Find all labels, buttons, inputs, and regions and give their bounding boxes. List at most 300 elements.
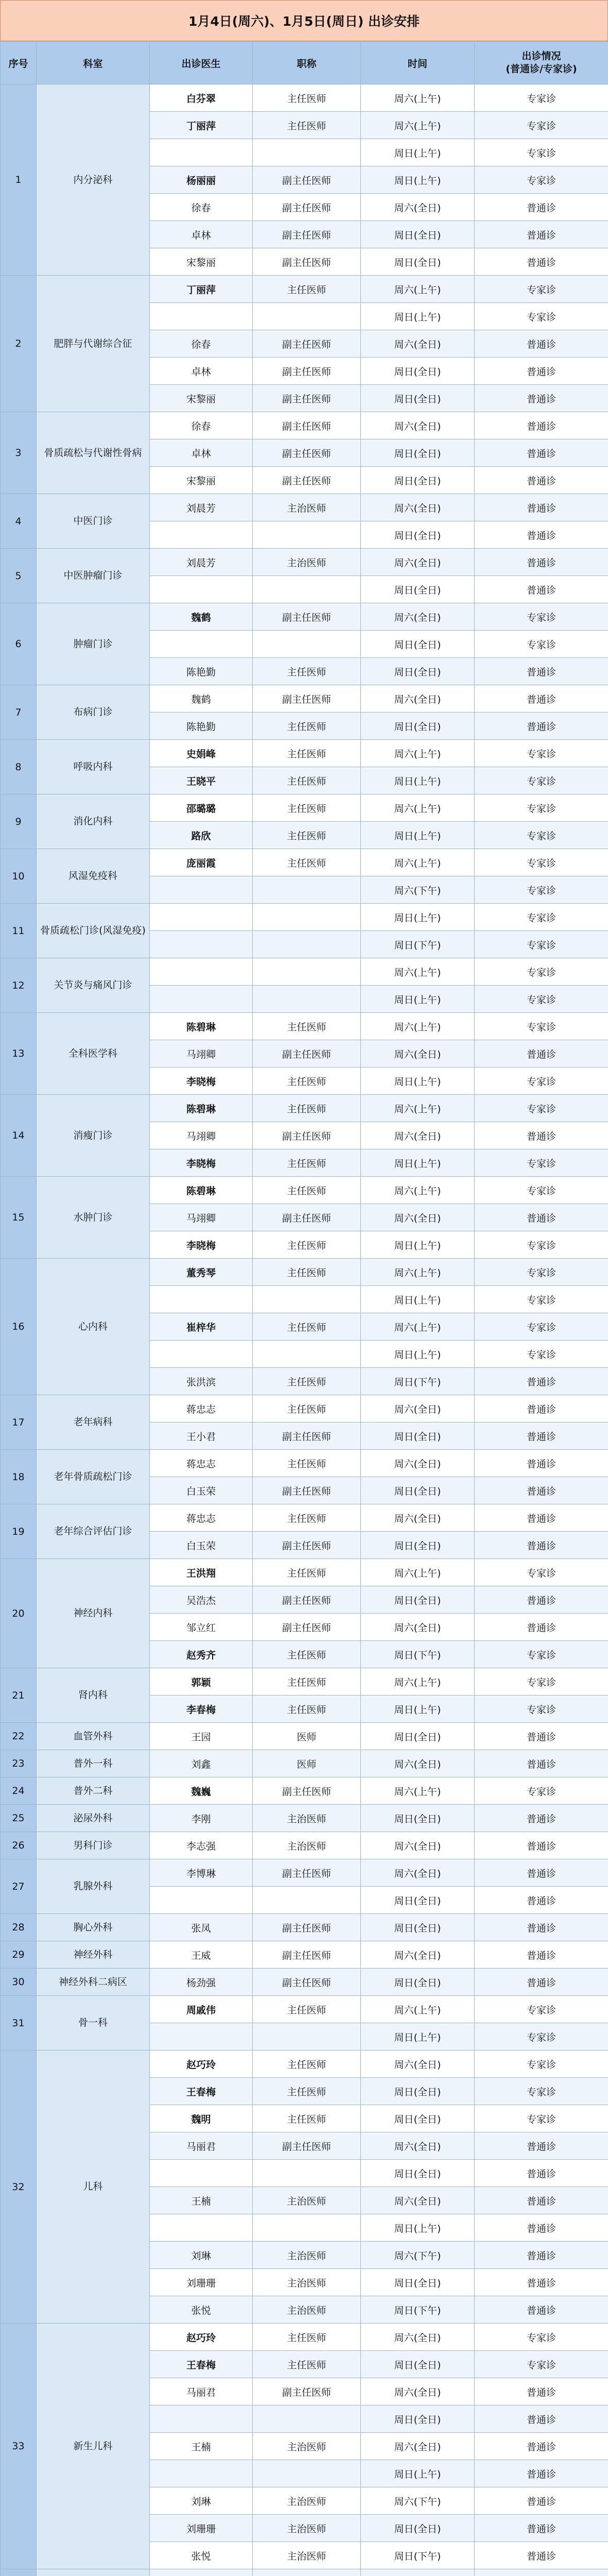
row-dept: 新生儿科 xyxy=(37,2324,150,2569)
row-doctor: 邵璐璐 xyxy=(150,794,253,822)
row-type: 普通诊 xyxy=(475,439,608,467)
row-time: 周六(上午) xyxy=(361,794,475,822)
row-doctor: 王洪翔 xyxy=(150,1559,253,1586)
row-time: 周日(下午) xyxy=(361,931,475,958)
row-rank: 主任医师 xyxy=(253,1313,361,1341)
row-time: 周日(上午) xyxy=(361,822,475,849)
row-doctor xyxy=(150,2405,253,2433)
row-doctor xyxy=(150,2023,253,2050)
row-time: 周日(全日) xyxy=(361,1422,475,1450)
row-time: 周六(全日) xyxy=(361,2378,475,2405)
row-rank: 副主任医师 xyxy=(253,1040,361,1067)
row-seq: 21 xyxy=(1,1668,37,1723)
row-seq: 27 xyxy=(1,1859,37,1914)
row-time: 周日(下午) xyxy=(361,1641,475,1668)
row-time: 周日(上午) xyxy=(361,1067,475,1095)
row-doctor: 马翊卿 xyxy=(150,1204,253,1231)
row-type: 普通诊 xyxy=(475,1805,608,1832)
row-time: 周六(全日) xyxy=(361,1122,475,1149)
row-seq: 19 xyxy=(1,1504,37,1559)
row-time: 周六(全日) xyxy=(361,1859,475,1887)
row-time: 周日(下午) xyxy=(361,1368,475,1395)
row-time: 周六(全日) xyxy=(361,2050,475,2078)
row-doctor xyxy=(150,931,253,958)
row-type: 专家诊 xyxy=(475,1996,608,2023)
row-rank: 主治医师 xyxy=(253,549,361,576)
row-rank xyxy=(253,303,361,330)
row-time: 周六(全日) xyxy=(361,330,475,358)
row-rank: 主任医师 xyxy=(253,794,361,822)
row-type: 专家诊 xyxy=(475,631,608,658)
row-time: 周六(全日) xyxy=(361,603,475,631)
row-seq: 1 xyxy=(1,84,37,276)
row-rank: 主任医师 xyxy=(253,2351,361,2378)
row-seq: 13 xyxy=(1,1013,37,1095)
row-type: 普通诊 xyxy=(475,1422,608,1450)
table-row xyxy=(1,740,608,767)
row-doctor: 卓林 xyxy=(150,358,253,385)
table-row xyxy=(1,2050,608,2078)
row-rank: 副主任医师 xyxy=(253,1532,361,1559)
row-doctor: 卓林 xyxy=(150,439,253,467)
row-type: 普通诊 xyxy=(475,1969,608,1996)
row-type: 普通诊 xyxy=(475,1532,608,1559)
row-type: 普通诊 xyxy=(475,2515,608,2542)
row-doctor xyxy=(150,1341,253,1368)
row-seq: 33 xyxy=(1,2324,37,2569)
row-type: 普通诊 xyxy=(475,2242,608,2269)
row-rank: 主任医师 xyxy=(253,2105,361,2132)
row-rank: 医师 xyxy=(253,1750,361,1777)
row-dept: 风湿免疫科 xyxy=(37,849,150,904)
row-seq: 22 xyxy=(1,1723,37,1750)
table-row xyxy=(1,549,608,576)
row-dept: 泌尿外科 xyxy=(37,1805,150,1832)
row-type: 普通诊 xyxy=(475,2405,608,2433)
header-type: 出诊情况 (普通诊/专家诊) xyxy=(475,42,608,84)
row-seq: 18 xyxy=(1,1450,37,1504)
row-rank: 主任医师 xyxy=(253,1067,361,1095)
row-rank xyxy=(253,576,361,603)
row-time: 周六(全日) xyxy=(361,1450,475,1477)
row-rank: 副主任医师 xyxy=(253,166,361,194)
row-rank: 主任医师 xyxy=(253,713,361,740)
row-time: 周日(全日) xyxy=(361,2078,475,2105)
row-type: 专家诊 xyxy=(475,1286,608,1313)
row-rank: 主任医师 xyxy=(253,849,361,876)
row-seq: 26 xyxy=(1,1832,37,1859)
row-rank: 主治医师 xyxy=(253,2542,361,2569)
table-row xyxy=(1,1914,608,1941)
row-doctor: 杨丽丽 xyxy=(150,166,253,194)
header-doctor: 出诊医生 xyxy=(150,42,253,84)
row-rank: 副主任医师 xyxy=(253,1477,361,1504)
table-row xyxy=(1,849,608,876)
row-type: 普通诊 xyxy=(475,685,608,713)
row-doctor: 李春梅 xyxy=(150,1696,253,1723)
row-doctor: 陈碧琳 xyxy=(150,1177,253,1204)
row-rank: 主任医师 xyxy=(253,658,361,685)
row-dept: 消化内科 xyxy=(37,794,150,849)
row-dept: 消瘦门诊 xyxy=(37,1095,150,1177)
row-rank xyxy=(253,904,361,931)
row-doctor: 卓林 xyxy=(150,221,253,248)
row-rank xyxy=(253,2160,361,2187)
row-doctor: 王威 xyxy=(150,1941,253,1969)
row-rank: 主治医师 xyxy=(253,2242,361,2269)
row-doctor: 魏巍 xyxy=(150,1777,253,1805)
row-doctor xyxy=(150,2569,253,2576)
row-time: 周六(下午) xyxy=(361,876,475,904)
row-rank: 主治医师 xyxy=(253,2487,361,2515)
row-seq: 3 xyxy=(1,412,37,494)
row-rank: 副主任医师 xyxy=(253,1586,361,1614)
row-type: 普通诊 xyxy=(475,221,608,248)
table-row xyxy=(1,1832,608,1859)
row-doctor: 白玉荣 xyxy=(150,1532,253,1559)
row-rank: 副主任医师 xyxy=(253,385,361,412)
row-dept: 呼吸内科 xyxy=(37,740,150,794)
row-time: 周六(全日) xyxy=(361,1395,475,1422)
row-rank: 主任医师 xyxy=(253,1641,361,1668)
row-dept: 普外一科 xyxy=(37,1750,150,1777)
row-doctor: 赵秀齐 xyxy=(150,1641,253,1668)
row-rank: 主治医师 xyxy=(253,2433,361,2460)
row-type: 普通诊 xyxy=(475,2542,608,2569)
row-time: 周六(全日) xyxy=(361,685,475,713)
row-doctor: 张洪滨 xyxy=(150,1368,253,1395)
row-rank: 主治医师 xyxy=(253,1805,361,1832)
row-type: 普通诊 xyxy=(475,658,608,685)
row-type: 专家诊 xyxy=(475,84,608,112)
row-type: 普通诊 xyxy=(475,1204,608,1231)
row-time: 周日(全日) xyxy=(361,1532,475,1559)
row-type: 专家诊 xyxy=(475,740,608,767)
row-time: 周日(全日) xyxy=(361,658,475,685)
row-time: 周六(全日) xyxy=(361,1040,475,1067)
row-rank xyxy=(253,139,361,166)
row-type: 普通诊 xyxy=(475,330,608,358)
row-type: 普通诊 xyxy=(475,2214,608,2242)
row-type: 专家诊 xyxy=(475,2324,608,2351)
row-doctor: 刘琳 xyxy=(150,2242,253,2269)
row-type: 普通诊 xyxy=(475,2378,608,2405)
row-type: 普通诊 xyxy=(475,2187,608,2214)
row-rank: 主治医师 xyxy=(253,2296,361,2324)
row-rank xyxy=(253,2569,361,2576)
row-type: 专家诊 xyxy=(475,1313,608,1341)
row-rank: 主任医师 xyxy=(253,84,361,112)
row-rank: 主治医师 xyxy=(253,2187,361,2214)
row-type: 普通诊 xyxy=(475,549,608,576)
row-time: 周日(上午) xyxy=(361,1341,475,1368)
row-doctor: 蒋忠志 xyxy=(150,1395,253,1422)
row-time: 周日(全日) xyxy=(361,521,475,549)
table-row xyxy=(1,2569,608,2576)
row-time: 周六(上午) xyxy=(361,276,475,303)
row-dept: 神经外科 xyxy=(37,1941,150,1969)
row-doctor: 陈碧琳 xyxy=(150,1095,253,1122)
row-doctor: 刘珊珊 xyxy=(150,2269,253,2296)
row-type: 普通诊 xyxy=(475,1040,608,1067)
row-dept: 内分泌科 xyxy=(37,84,150,276)
row-doctor: 王春梅 xyxy=(150,2078,253,2105)
row-type: 专家诊 xyxy=(475,2050,608,2078)
row-seq: 14 xyxy=(1,1095,37,1177)
row-time: 周日(全日) xyxy=(361,2515,475,2542)
row-rank: 副主任医师 xyxy=(253,1941,361,1969)
row-dept: 儿科 xyxy=(37,2050,150,2324)
row-seq: 4 xyxy=(1,494,37,549)
row-seq: 24 xyxy=(1,1777,37,1805)
row-rank: 副主任医师 xyxy=(253,1969,361,1996)
row-time: 周日(全日) xyxy=(361,1477,475,1504)
table-body xyxy=(1,84,608,2576)
row-type: 普通诊 xyxy=(475,1941,608,1969)
row-time: 周六(上午) xyxy=(361,958,475,986)
row-seq: 7 xyxy=(1,685,37,740)
row-type: 普通诊 xyxy=(475,2487,608,2515)
row-time: 周日(上午) xyxy=(361,1696,475,1723)
table-row xyxy=(1,494,608,521)
row-rank: 副主任医师 xyxy=(253,194,361,221)
header-dept: 科室 xyxy=(37,42,150,84)
row-type: 专家诊 xyxy=(475,1095,608,1122)
row-type: 专家诊 xyxy=(475,2023,608,2050)
row-rank: 主任医师 xyxy=(253,1504,361,1532)
row-dept: 胸心外科 xyxy=(37,1914,150,1941)
schedule-table xyxy=(0,41,608,2576)
row-time: 周日(上午) xyxy=(361,1149,475,1177)
row-doctor: 董秀琴 xyxy=(150,1259,253,1286)
row-type: 普通诊 xyxy=(475,385,608,412)
table-row xyxy=(1,1259,608,1286)
table-row xyxy=(1,1095,608,1122)
row-doctor: 刘鑫 xyxy=(150,1750,253,1777)
row-time: 周六(上午) xyxy=(361,112,475,139)
row-rank: 主治医师 xyxy=(253,2269,361,2296)
row-type: 普通诊 xyxy=(475,521,608,549)
row-doctor: 徐春 xyxy=(150,412,253,439)
row-doctor xyxy=(150,303,253,330)
header-time: 时间 xyxy=(361,42,475,84)
row-time: 周六(下午) xyxy=(361,2487,475,2515)
row-rank xyxy=(253,1887,361,1914)
row-time: 周日(上午) xyxy=(361,904,475,931)
row-rank xyxy=(253,1286,361,1313)
row-time: 周六(全日) xyxy=(361,1504,475,1532)
row-doctor xyxy=(150,576,253,603)
row-dept: 全科医学科 xyxy=(37,1013,150,1095)
row-rank: 主治医师 xyxy=(253,1832,361,1859)
row-doctor: 张悦 xyxy=(150,2296,253,2324)
row-type: 普通诊 xyxy=(475,1859,608,1887)
row-rank: 医师 xyxy=(253,1723,361,1750)
row-rank: 主治医师 xyxy=(253,494,361,521)
row-type: 普通诊 xyxy=(475,2460,608,2487)
row-rank: 副主任医师 xyxy=(253,412,361,439)
row-time: 周六(上午) xyxy=(361,849,475,876)
row-doctor xyxy=(150,876,253,904)
row-dept: 乳腺外科 xyxy=(37,1859,150,1914)
row-doctor: 李志强 xyxy=(150,1832,253,1859)
row-dept: 骨一科 xyxy=(37,1996,150,2050)
row-dept: 老年骨质疏松门诊 xyxy=(37,1450,150,1504)
row-doctor: 刘珊珊 xyxy=(150,2515,253,2542)
row-time: 周日(全日) xyxy=(361,248,475,276)
row-doctor: 丁丽萍 xyxy=(150,112,253,139)
table-row xyxy=(1,1941,608,1969)
row-type: 专家诊 xyxy=(475,904,608,931)
row-seq: 29 xyxy=(1,1941,37,1969)
row-doctor: 李晓梅 xyxy=(150,1067,253,1095)
row-doctor: 王小君 xyxy=(150,1422,253,1450)
row-rank: 副主任医师 xyxy=(253,2132,361,2160)
row-type: 专家诊 xyxy=(475,1777,608,1805)
row-doctor xyxy=(150,904,253,931)
row-type: 普通诊 xyxy=(475,1750,608,1777)
row-type: 普通诊 xyxy=(475,2269,608,2296)
row-time: 周六(上午) xyxy=(361,1996,475,2023)
row-type: 专家诊 xyxy=(475,1641,608,1668)
row-time: 周日(上午) xyxy=(361,166,475,194)
row-rank xyxy=(253,2214,361,2242)
row-time: 周日(全日) xyxy=(361,385,475,412)
row-seq: 20 xyxy=(1,1559,37,1668)
row-time: 周六(上午) xyxy=(361,1177,475,1204)
row-dept: 神经内科 xyxy=(37,1559,150,1668)
row-doctor xyxy=(150,986,253,1013)
row-doctor: 王楠 xyxy=(150,2433,253,2460)
row-time: 周六(全日) xyxy=(361,1204,475,1231)
row-time: 周六(全日) xyxy=(361,1614,475,1641)
row-doctor xyxy=(150,2160,253,2187)
row-type: 普通诊 xyxy=(475,1477,608,1504)
row-doctor: 张凤 xyxy=(150,1914,253,1941)
row-doctor: 刘晨芳 xyxy=(150,549,253,576)
row-doctor: 魏明 xyxy=(150,2105,253,2132)
row-rank: 副主任医师 xyxy=(253,439,361,467)
row-type: 专家诊 xyxy=(475,794,608,822)
table-row xyxy=(1,1668,608,1696)
row-type: 专家诊 xyxy=(475,166,608,194)
row-time: 周日(全日) xyxy=(361,1805,475,1832)
row-type: 普通诊 xyxy=(475,1832,608,1859)
row-time: 周日(上午) xyxy=(361,2023,475,2050)
row-doctor: 徐春 xyxy=(150,194,253,221)
row-doctor: 白玉荣 xyxy=(150,1477,253,1504)
row-time: 周日(上午) xyxy=(361,986,475,1013)
row-seq: 9 xyxy=(1,794,37,849)
row-seq: 6 xyxy=(1,603,37,685)
row-dept xyxy=(37,2569,150,2576)
row-rank xyxy=(253,1341,361,1368)
row-type: 普通诊 xyxy=(475,1122,608,1149)
row-type: 普通诊 xyxy=(475,194,608,221)
row-type: 普通诊 xyxy=(475,1450,608,1477)
row-time: 周日(全日) xyxy=(361,631,475,658)
row-doctor: 张悦 xyxy=(150,2542,253,2569)
table-row xyxy=(1,2324,608,2351)
table-row xyxy=(1,84,608,112)
row-doctor: 魏鹤 xyxy=(150,603,253,631)
row-type: 专家诊 xyxy=(475,303,608,330)
row-doctor: 王园 xyxy=(150,1723,253,1750)
row-time: 周日(全日) xyxy=(361,2351,475,2378)
row-rank: 主任医师 xyxy=(253,1559,361,1586)
row-doctor xyxy=(150,1286,253,1313)
row-dept: 神经外科二病区 xyxy=(37,1969,150,1996)
row-time: 周六(全日) xyxy=(361,2324,475,2351)
row-dept: 老年病科 xyxy=(37,1395,150,1450)
row-rank: 主任医师 xyxy=(253,1395,361,1422)
row-type: 专家诊 xyxy=(475,1149,608,1177)
row-doctor: 王楠 xyxy=(150,2187,253,2214)
row-seq: 15 xyxy=(1,1177,37,1259)
table-row xyxy=(1,603,608,631)
row-doctor: 宋黎丽 xyxy=(150,248,253,276)
row-doctor: 路欣 xyxy=(150,822,253,849)
table-row xyxy=(1,958,608,986)
row-seq: 10 xyxy=(1,849,37,904)
row-type: 普通诊 xyxy=(475,1887,608,1914)
row-dept: 骨质疏松与代谢性骨病 xyxy=(37,412,150,494)
row-type: 专家诊 xyxy=(475,112,608,139)
row-rank: 主任医师 xyxy=(253,1177,361,1204)
row-time: 周六(全日) xyxy=(361,1941,475,1969)
table-row xyxy=(1,1859,608,1887)
row-type: 专家诊 xyxy=(475,822,608,849)
row-type: 专家诊 xyxy=(475,986,608,1013)
row-rank: 副主任医师 xyxy=(253,358,361,385)
row-type: 专家诊 xyxy=(475,1231,608,1259)
row-doctor xyxy=(150,958,253,986)
row-doctor: 马翊卿 xyxy=(150,1122,253,1149)
row-type: 专家诊 xyxy=(475,1067,608,1095)
row-time: 周日(上午) xyxy=(361,2214,475,2242)
row-type: 普通诊 xyxy=(475,1395,608,1422)
row-time: 周六(全日) xyxy=(361,1750,475,1777)
row-time: 周六(下午) xyxy=(361,2242,475,2269)
row-type: 普通诊 xyxy=(475,1914,608,1941)
row-rank: 副主任医师 xyxy=(253,1122,361,1149)
row-seq: 25 xyxy=(1,1805,37,1832)
row-doctor: 陈碧琳 xyxy=(150,1013,253,1040)
row-time: 周日(全日) xyxy=(361,2405,475,2433)
row-type: 普通诊 xyxy=(475,1614,608,1641)
row-rank: 主任医师 xyxy=(253,1668,361,1696)
row-rank: 主任医师 xyxy=(253,276,361,303)
row-rank: 副主任医师 xyxy=(253,1859,361,1887)
row-seq: 8 xyxy=(1,740,37,794)
row-rank xyxy=(253,2460,361,2487)
row-type: 专家诊 xyxy=(475,767,608,794)
row-type: 普通诊 xyxy=(475,248,608,276)
row-rank: 副主任医师 xyxy=(253,1422,361,1450)
row-seq: 2 xyxy=(1,276,37,412)
row-time: 周日(全日) xyxy=(361,2160,475,2187)
row-doctor: 崔梓华 xyxy=(150,1313,253,1341)
row-rank: 主任医师 xyxy=(253,2078,361,2105)
row-rank: 主任医师 xyxy=(253,2050,361,2078)
header-rank: 职称 xyxy=(253,42,361,84)
table-row xyxy=(1,1559,608,1586)
row-dept: 关节炎与痛风门诊 xyxy=(37,958,150,1013)
row-rank xyxy=(253,931,361,958)
row-dept: 血管外科 xyxy=(37,1723,150,1750)
row-type xyxy=(475,2569,608,2576)
row-doctor: 郭颖 xyxy=(150,1668,253,1696)
